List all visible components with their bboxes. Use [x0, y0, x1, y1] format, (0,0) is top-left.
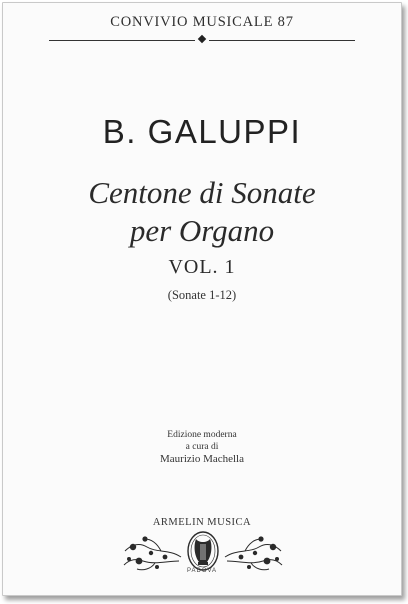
lyre-emblem-icon	[188, 532, 218, 570]
work-title-line-2: per Organo	[129, 213, 275, 248]
edition-note: Edizione moderna	[167, 430, 237, 440]
composer-name: B. GALUPPI	[102, 113, 302, 150]
work-title-line-1: Centone di Sonate	[88, 175, 316, 210]
editor-name: Maurizio Machella	[160, 453, 244, 465]
score-cover	[2, 2, 402, 596]
publisher-name: ARMELIN MUSICA	[152, 517, 252, 528]
publisher-logo	[121, 527, 285, 573]
publisher-city: PADOVA	[186, 568, 218, 574]
curator-prefix: a cura di	[185, 442, 219, 452]
header-rule-left	[49, 40, 195, 41]
sonata-range: (Sonate 1-12)	[167, 288, 237, 302]
header-rule-right	[209, 40, 355, 41]
volume-number: VOL. 1	[168, 256, 236, 278]
series-title: CONVIVIO MUSICALE 87	[110, 14, 294, 30]
diamond-ornament-icon	[198, 35, 206, 43]
